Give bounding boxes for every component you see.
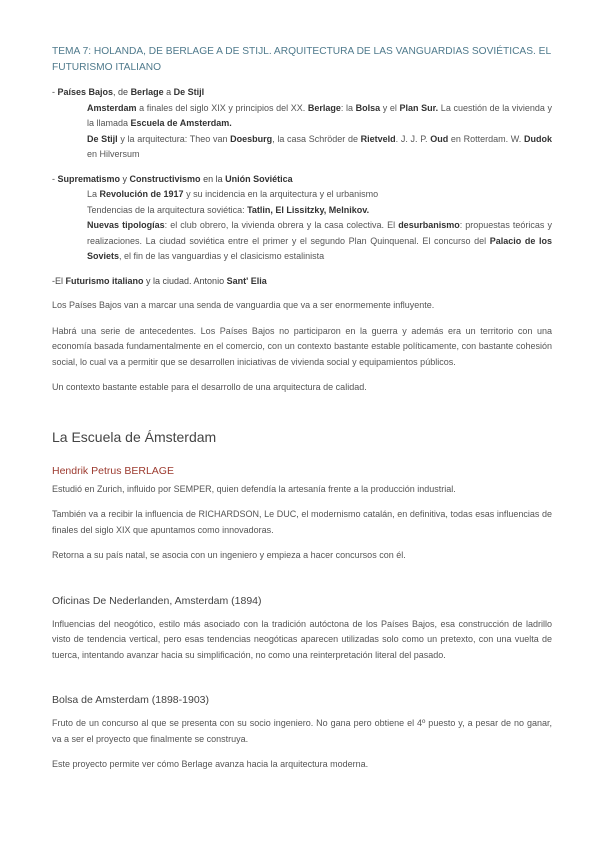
outline-heading: -El Futurismo italiano y la ciudad. Antonio Sant' Elia (52, 275, 267, 286)
outline-section-union-sovietica (52, 172, 552, 265)
outline-item: Amsterdam a finales del siglo XIX y principios del XX. Berlage: la Bolsa y el Plan Sur. La cuestión de la vivienda y la llamada Escuela de Amsterdam. (87, 102, 552, 128)
outline-heading: - Suprematismo y Constructivismo en la Unión Soviética (52, 173, 293, 184)
work-heading: Oficinas De Nederlanden, Amsterdam (1894) (52, 594, 262, 607)
body-paragraph: Retorna a su país natal, se asocia con un ingeniero y empieza a hacer concursos con él. (52, 550, 406, 560)
work-heading: Bolsa de Amsterdam (1898-1903) (52, 694, 210, 706)
document-title: TEMA 7: HOLANDA, DE BERLAGE A DE STIJL. ARQUITECTURA DE LAS VANGUARDIAS SOVIÉTICAS. EL FUTURISMO ITALIANO (52, 46, 551, 73)
body-paragraph: Este proyecto permite ver cómo Berlage avanza hacia la arquitectura moderna. (52, 759, 369, 769)
outline-item: Tendencias de la arquitectura soviética: Tatlin, El Lissitzky, Melnikov. (87, 204, 370, 215)
outline-heading: - Países Bajos, de Berlage a De Stijl (52, 87, 205, 97)
intro-paragraph: Un contexto bastante estable para el desarrollo de una arquitectura de calidad. (52, 382, 367, 392)
outline-section-paises-bajos (52, 85, 552, 163)
outline-section-futurismo (52, 274, 552, 290)
outline-item: La Revolución de 1917 y su incidencia en la arquitectura y el urbanismo (87, 189, 379, 199)
document-page (52, 44, 552, 783)
intro-paragraph: Habrá una serie de antecedentes. Los Países Bajos no participaron en la guerra y además era un territorio con una economía basada fundamentalmente en el comercio, con un contexto bastante estable políticamente, con bastante cohesión social, lo cual va a permitir que se desarrollen iniciativas de vivienda social y equipamientos públicos. (52, 325, 552, 367)
body-paragraph: También va a recibir la influencia de RICHARDSON, Le DUC, el modernismo catalán, en definitiva, todas esas influencias de finales del siglo XIX que apuntamos como innovadoras. (52, 509, 552, 535)
outline-item: Nuevas tipologías: el club obrero, la vivienda obrera y la casa colectiva. El desurbanismo: propuestas teóricas y realizaciones. La ciudad soviética entre el primer y el segundo Plan Quinquenal. El concurso del Palacio de los Soviets, el fin de las vanguardias y el clasicismo estalinista (87, 220, 552, 261)
body-paragraph: Estudió en Zurich, influido por SEMPER, quien defendía la artesanía frente a la producción industrial. (52, 483, 456, 494)
intro-paragraph: Los Países Bajos van a marcar una senda de vanguardia que va a ser enormemente influyente. (52, 300, 435, 310)
outline-item: De Stijl y la arquitectura: Theo van Doesburg, la casa Schröder de Rietveld. J. J. P. Oud en Rotterdam. W. Dudok en Hilversum (87, 133, 552, 159)
body-paragraph: Fruto de un concurso al que se presenta con su socio ingeniero. No gana pero obtiene el 4º puesto y, a pesar de no ganar, va a ser el proyecto que finalmente se construya. (52, 718, 552, 744)
person-heading: Hendrik Petrus BERLAGE (52, 464, 174, 477)
section-heading: La Escuela de Ámsterdam (52, 428, 217, 445)
body-paragraph: Influencias del neogótico, estilo más asociado con la tradición autóctona de los Países Bajos, esa construcción de ladrillo visto de tendencia vertical, pero esas tendencias neogóticas aparecen utilizadas solo como un pretexto, con una vuelta de tuerca, intentando avanzar hacia su simplificación, no como una reinterpretación literal del pasado. (52, 618, 552, 660)
